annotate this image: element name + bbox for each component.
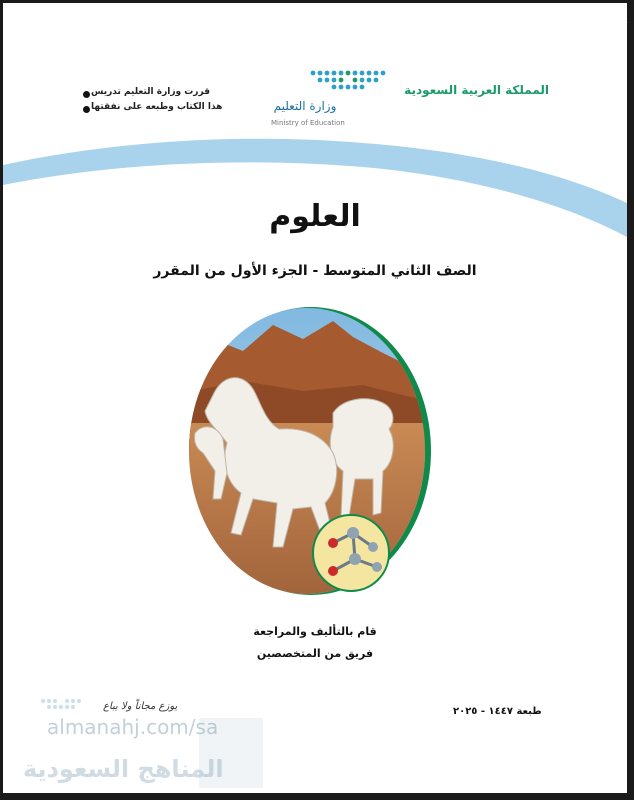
ministry-logo bbox=[265, 69, 385, 131]
free-distribution-note: يوزع مجاناً ولا يباع bbox=[103, 701, 178, 712]
bullet-icon bbox=[83, 106, 90, 113]
printing-note: هذا الكتاب وطبعه على نفقتها bbox=[91, 102, 223, 112]
decision-note: قررت وزارة التعليم تدريس bbox=[91, 87, 210, 97]
bullet-icon bbox=[83, 91, 90, 98]
watermark-url: almanahj.com/sa bbox=[47, 715, 219, 739]
watermark-name: المناهج السعودية bbox=[23, 755, 224, 783]
watermark-logo-icon bbox=[39, 697, 95, 717]
ministry-dots-icon bbox=[309, 69, 387, 95]
ministry-name-en: Ministry of Education bbox=[271, 119, 345, 127]
horses-cover-illustration bbox=[183, 303, 435, 598]
book-subtitle: الصف الثاني المتوسط - الجزء الأول من المقرر bbox=[153, 263, 477, 279]
book-cover bbox=[3, 3, 627, 793]
kingdom-name: المملكة العربية السعودية bbox=[404, 83, 549, 97]
molecule-inset bbox=[313, 515, 389, 591]
credit-line-2: فريق من المتخصصين bbox=[256, 647, 374, 660]
ministry-name: وزارة التعليم bbox=[273, 99, 337, 113]
book-title: العلوم bbox=[269, 199, 361, 234]
edition-label: طبعة ١٤٤٧ - ٢٠٢٥ bbox=[453, 706, 542, 717]
credit-line-1: قام بالتأليف والمراجعة bbox=[253, 625, 377, 638]
